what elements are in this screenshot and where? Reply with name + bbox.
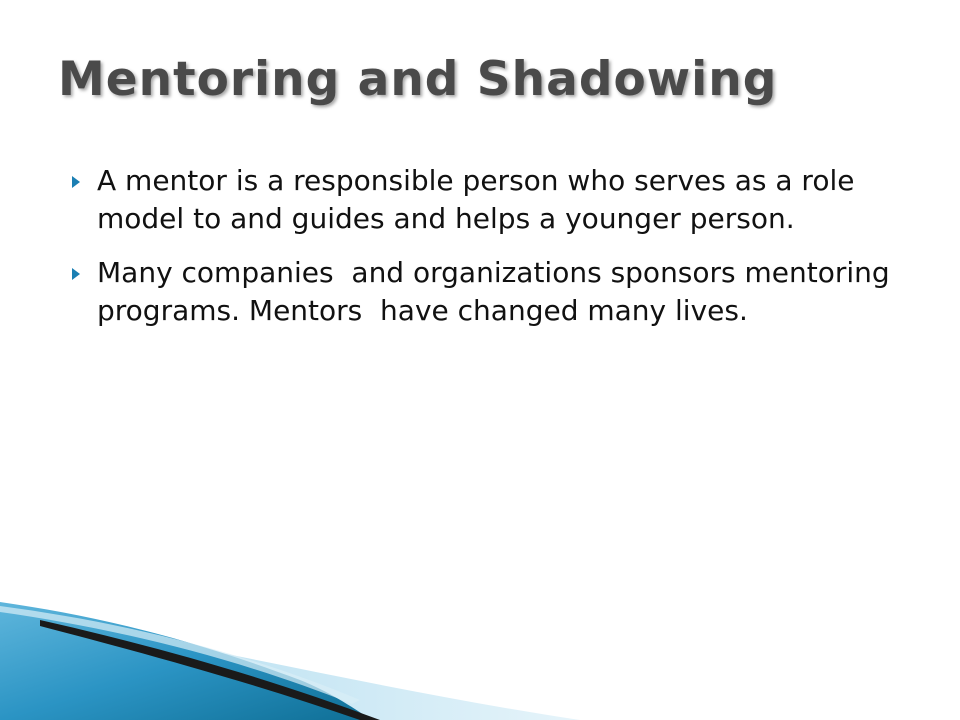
bullet-text: A mentor is a responsible person who serves as a role model to and guides and helps a younger person. [97, 164, 864, 235]
bullet-item [72, 162, 922, 238]
bullet-item [72, 254, 922, 330]
wave-light-band [0, 612, 580, 720]
wave-blue-band [0, 602, 372, 720]
bullet-list [72, 162, 922, 346]
wave-dark-stripe [40, 620, 380, 720]
wave-highlight-stripe [0, 606, 360, 704]
triangle-bullet-icon [72, 176, 80, 188]
bullet-text: Many companies and organizations sponsors mentoring programs. Mentors have changed many lives. [97, 256, 899, 327]
slide-title: Mentoring and Shadowing [58, 52, 778, 107]
triangle-bullet-icon [72, 268, 80, 280]
